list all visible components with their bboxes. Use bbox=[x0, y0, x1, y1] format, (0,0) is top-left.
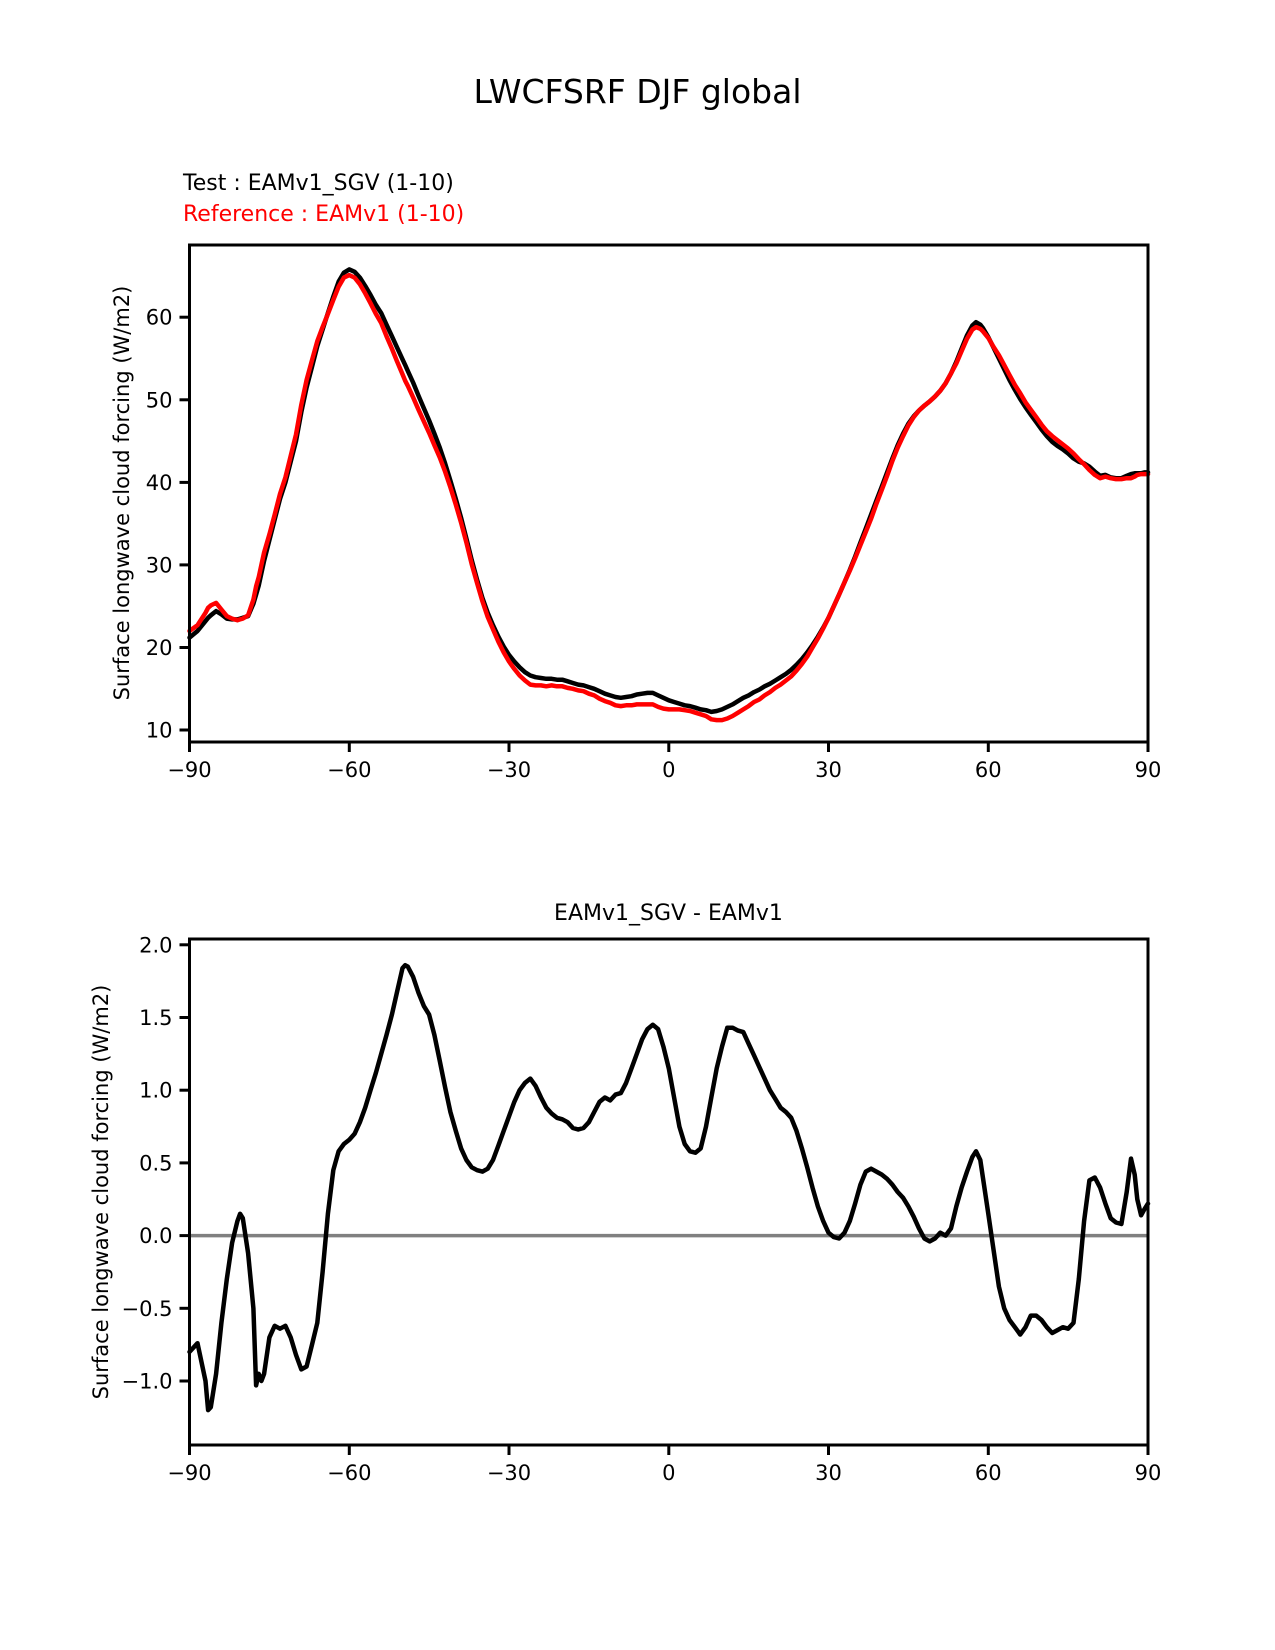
legend bbox=[183, 168, 464, 230]
y-tick-label: 0.5 bbox=[139, 1151, 173, 1176]
x-tick-label: 60 bbox=[974, 758, 1002, 782]
y-tick-label: 1.0 bbox=[139, 1078, 173, 1103]
axes-frame bbox=[190, 245, 1149, 742]
x-tick-label: −90 bbox=[167, 758, 212, 782]
y-tick-label: 20 bbox=[145, 636, 173, 660]
series-line-0 bbox=[190, 965, 1149, 1410]
x-tick-label: 30 bbox=[815, 758, 842, 782]
x-tick-label: 30 bbox=[815, 1461, 842, 1485]
x-tick-label: 90 bbox=[1134, 758, 1162, 782]
x-tick-label: −60 bbox=[327, 758, 372, 782]
x-tick-label: −30 bbox=[486, 1461, 532, 1485]
x-tick-label: −60 bbox=[327, 1461, 372, 1485]
y-tick-label: 50 bbox=[145, 388, 173, 413]
series-line-0 bbox=[190, 269, 1149, 712]
legend-test-label: Test : EAMv1_SGV (1-10) bbox=[183, 171, 454, 196]
top-plot-ylabel: Surface longwave cloud forcing (W/m2) bbox=[110, 285, 134, 701]
y-tick-label: −1.0 bbox=[121, 1369, 173, 1394]
x-tick-label: −90 bbox=[167, 1461, 212, 1485]
x-tick-label: 60 bbox=[974, 1461, 1002, 1485]
axes-frame bbox=[190, 939, 1149, 1445]
figure-title: LWCFSRF DJF global bbox=[473, 72, 802, 111]
y-tick-label: 1.5 bbox=[139, 1006, 173, 1030]
y-tick-label: 60 bbox=[145, 305, 173, 330]
x-tick-label: 0 bbox=[662, 1461, 676, 1485]
y-tick-label: 2.0 bbox=[139, 933, 173, 958]
y-tick-label: 40 bbox=[145, 470, 173, 495]
x-tick-label: 90 bbox=[1134, 1461, 1162, 1485]
y-tick-label: −0.5 bbox=[121, 1296, 173, 1321]
plot-1 bbox=[122, 933, 1162, 1485]
series-line-1 bbox=[190, 275, 1149, 720]
x-tick-label: 0 bbox=[662, 758, 676, 782]
plot-0 bbox=[146, 245, 1162, 782]
bottom-plot-title: EAMv1_SGV - EAMv1 bbox=[554, 901, 783, 926]
legend-reference-label: Reference : EAMv1 (1-10) bbox=[183, 202, 465, 227]
x-tick-label: −30 bbox=[486, 758, 532, 782]
y-tick-label: 0.0 bbox=[139, 1224, 173, 1249]
bottom-plot-ylabel: Surface longwave cloud forcing (W/m2) bbox=[89, 984, 113, 1400]
y-tick-label: 30 bbox=[145, 553, 173, 578]
y-tick-label: 10 bbox=[145, 718, 173, 743]
